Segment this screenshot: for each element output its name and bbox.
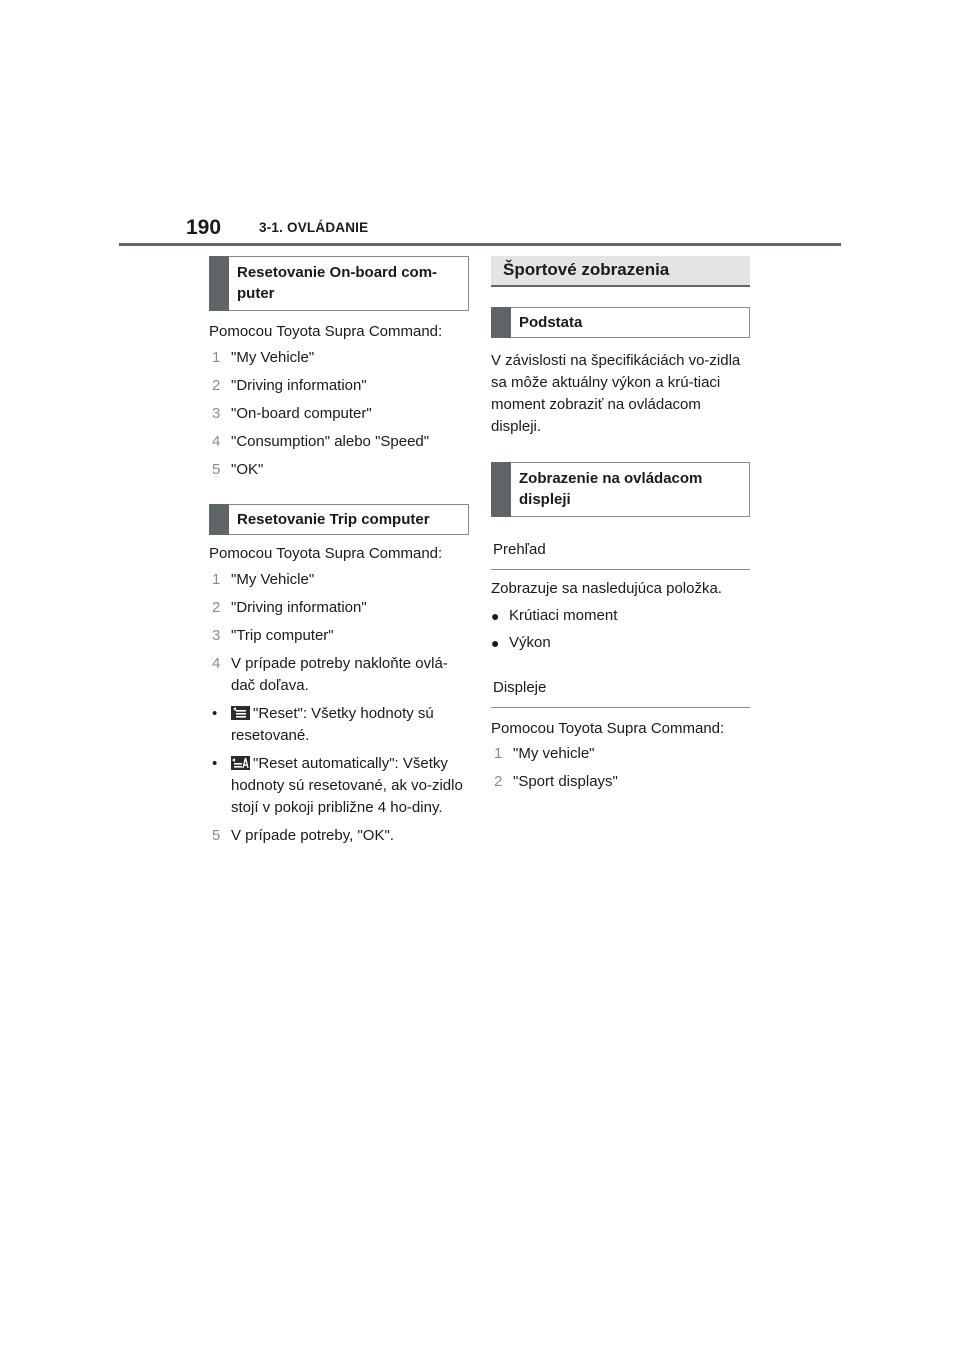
step-text: "My Vehicle" <box>231 349 315 366</box>
step-number: 1 <box>494 745 503 762</box>
step-text: "My Vehicle" <box>231 571 315 588</box>
intro-text: Pomocou Toyota Supra Command: <box>491 720 725 737</box>
heading-text: Resetovanie On-board com-puter <box>237 264 438 302</box>
step-item <box>209 825 469 847</box>
heading-bar <box>491 307 511 338</box>
step-number: 3 <box>212 627 221 644</box>
heading-reset-trip-computer <box>209 504 469 535</box>
intro-text: Pomocou Toyota Supra Command: <box>209 545 443 562</box>
subheading-overview: Prehľad <box>491 539 750 570</box>
step-number: 1 <box>212 349 221 366</box>
step-number: 2 <box>212 599 221 616</box>
reset-icon <box>231 706 250 720</box>
step-text: "On-board computer" <box>231 405 372 422</box>
chapter-title: 3-1. OVLÁDANIE <box>259 220 369 235</box>
option-text: "Reset": Všetky hodnoty sú resetované. <box>231 705 434 744</box>
step-item <box>209 347 469 369</box>
list-item <box>491 632 750 654</box>
step-text: V prípade potreby nakloňte ovlá-dač doľava. <box>231 655 448 694</box>
step-item <box>491 743 750 765</box>
heading-bar <box>209 504 229 535</box>
bullet-dot-icon: ● <box>491 608 500 624</box>
page-header <box>0 0 960 250</box>
step-number: 4 <box>212 433 221 450</box>
option-item <box>209 703 469 747</box>
step-text: V prípade potreby, "OK". <box>231 827 394 844</box>
section-title-sport-displays: Športové zobrazenia <box>491 256 750 287</box>
right-column <box>491 256 750 793</box>
step-item <box>209 597 469 619</box>
step-text: "OK" <box>231 461 264 478</box>
step-item <box>209 375 469 397</box>
heading-text: Zobrazenie na ovládacom displeji <box>519 470 703 508</box>
step-number: 3 <box>212 405 221 422</box>
heading-bar <box>209 256 229 311</box>
heading-reset-onboard-computer <box>209 256 469 311</box>
heading-text: Podstata <box>519 314 583 331</box>
step-number: 1 <box>212 571 221 588</box>
intro-text: Zobrazuje sa nasledujúca položka. <box>491 580 722 597</box>
step-number: 5 <box>212 461 221 478</box>
option-item <box>209 753 469 819</box>
reset-auto-icon <box>231 756 250 770</box>
step-item <box>209 431 469 453</box>
step-text: "Trip computer" <box>231 627 334 644</box>
bullet-mark: • <box>212 705 218 722</box>
heading-text: Resetovanie Trip computer <box>237 511 430 528</box>
step-item <box>209 459 469 481</box>
step-number: 2 <box>212 377 221 394</box>
list-item <box>491 605 750 627</box>
body-text: V závislosti na špecifikáciách vo-zidla sa môže aktuálny výkon a krú-tiaci moment zobraziť na ovládacom displeji. <box>491 352 741 435</box>
step-text: "My vehicle" <box>513 745 595 762</box>
step-text: "Driving information" <box>231 377 367 394</box>
step-text: "Sport displays" <box>513 773 618 790</box>
list-item-text: Výkon <box>509 634 551 651</box>
step-number: 5 <box>212 827 221 844</box>
page-number: 190 <box>186 216 222 239</box>
step-text: "Driving information" <box>231 599 367 616</box>
bullet-mark: • <box>212 755 218 772</box>
intro-text: Pomocou Toyota Supra Command: <box>209 323 443 340</box>
list-item-text: Krútiaci moment <box>509 607 618 624</box>
step-text: "Consumption" alebo "Speed" <box>231 433 430 450</box>
header-rule <box>119 243 841 246</box>
heading-basics <box>491 307 750 338</box>
step-number: 2 <box>494 773 503 790</box>
step-item <box>209 625 469 647</box>
subheading-displays: Displeje <box>491 677 750 708</box>
step-item <box>209 569 469 591</box>
bullet-dot-icon: ● <box>491 635 500 651</box>
heading-bar <box>491 462 511 517</box>
step-number: 4 <box>212 655 221 672</box>
step-item <box>491 771 750 793</box>
step-item <box>209 403 469 425</box>
heading-control-display <box>491 462 750 517</box>
step-item <box>209 653 469 697</box>
option-text: "Reset automatically": Všetky hodnoty sú resetované, ak vo-zidlo stojí v pokoji približne 4 ho-diny. <box>231 755 463 816</box>
left-column <box>209 256 469 847</box>
